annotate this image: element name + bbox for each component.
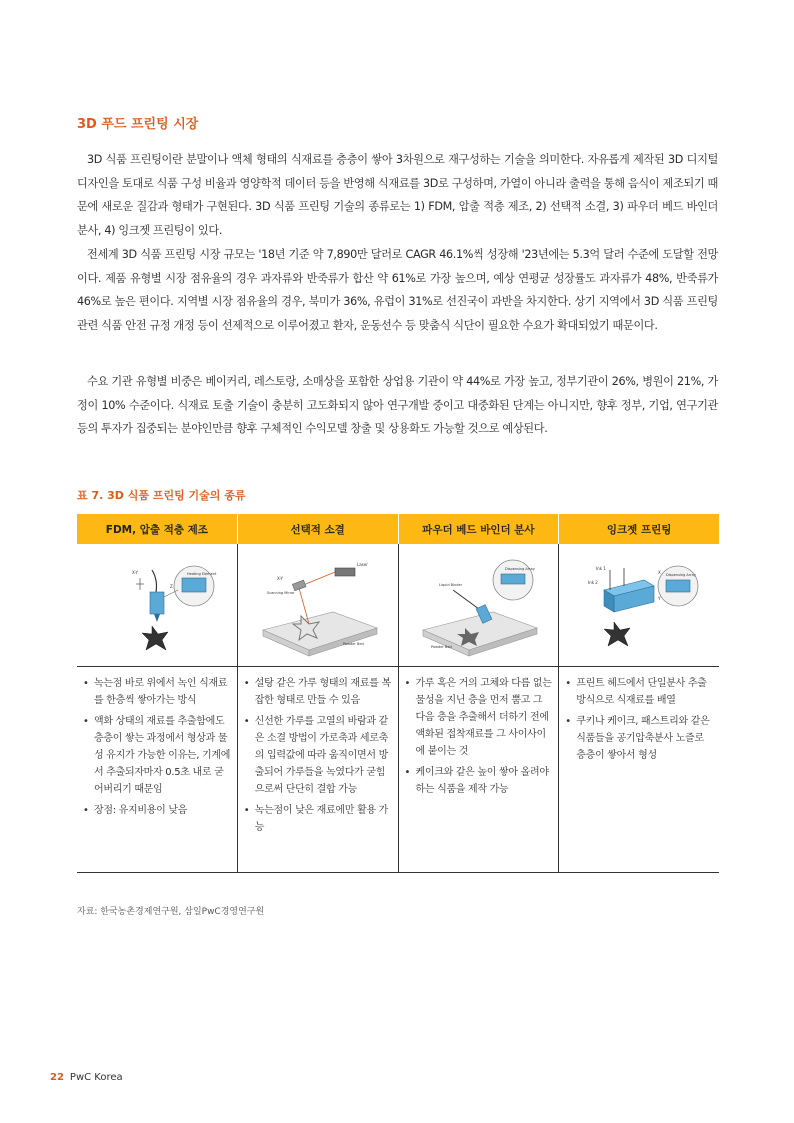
fdm-diagram-cell [77, 544, 237, 666]
inkjet-label-x: X [658, 570, 661, 575]
sls-bullet-1: • 설탕 같은 가루 형태의 재료를 복잡한 형태로 만들 수 있음 [244, 675, 394, 709]
fdm-bullet-3: • 장점: 유지비용이 낮음 [83, 802, 233, 819]
page-footer [50, 1072, 123, 1083]
binder-bullet-1: • 가루 혹은 거의 고체와 다름 없는 물성을 지닌 층을 먼저 뿜고 그 다음 층을 추출해서 더하기 전에 액화된 접착재료를 그 사이사이에 붙이는 것 [405, 675, 555, 760]
paragraph-1: 3D 식품 프린팅이란 분말이나 액체 형태의 식재료를 층층이 쌓아 3차원으로 재구성하는 기술을 의미한다. 자유롭게 제작된 3D 디지털 디자인을 토대로 식품 구성 비율과 영양학적 데이터 등을 반영해 식재료를 3D로 구성하며, 가열이 아니라 출력을 통해 음식이 제조되기 때문에 새로운 질감과 형태가 구현된다. 3D 식품 프린팅 기술의 종류로는 1) FDM, 압출 적층 제조, 2) 선택적 소결, 3) 파우더 베드 바인더 분사, 4) 잉크젯 프린팅이 있다. [77, 153, 718, 237]
header-inkjet: 잉크젯 프린팅 [558, 514, 719, 544]
inkjet-label-y: Y [658, 596, 661, 601]
header-binder-jet: 파우더 베드 바인더 분사 [398, 514, 559, 544]
inkjet-label-ink1: Ink 1 [596, 566, 606, 571]
sls-description-cell [237, 667, 398, 872]
sls-label-laser: Laser [356, 562, 368, 567]
inkjet-bullet-2: • 쿠키나 케이크, 패스트리와 같은 식품들을 공기압축분사 노즐로 층층이 쌓아서 형성 [565, 713, 715, 764]
page-number: 22 [50, 1072, 64, 1083]
sls-bullet-3: • 녹는점이 낮은 재료에만 활용 가능 [244, 802, 394, 836]
header-fdm: FDM, 압출 적층 제조 [105, 523, 208, 536]
fdm-label-z: Z [169, 584, 173, 589]
printing-tech-table [77, 514, 719, 873]
binder-jet-diagram [413, 550, 543, 660]
fdm-label-xy: X-Y [131, 570, 138, 575]
inkjet-label-array: Dispensing Array [666, 573, 696, 577]
table-body-row [77, 667, 719, 873]
table-title: 표 7. 3D 식품 프린팅 기술의 종류 [77, 489, 246, 502]
binder-diagram-cell [398, 544, 559, 666]
sls-label-xy: X-Y [276, 576, 283, 581]
inkjet-diagram-cell [558, 544, 719, 666]
fdm-description-cell [77, 667, 237, 872]
inkjet-description-cell [558, 667, 719, 872]
binder-label-liquid: Liquid Binder [439, 583, 463, 587]
sls-bullet-2: • 신선한 가루를 고열의 바람과 같은 소결 방법이 가로축과 세로축의 입력값에 따라 움직이면서 방출되어 가루들을 녹였다가 굳힘으로써 단단히 결합 가능 [244, 713, 394, 798]
binder-label-array: Dispensing Array [505, 567, 536, 571]
sls-diagram [253, 550, 383, 660]
sls-label-mirror: Scanning Mirror [266, 591, 295, 595]
fdm-diagram [92, 550, 222, 660]
footer-brand: PwC Korea [69, 1072, 123, 1083]
paragraph-2: 전세계 3D 식품 프린팅 시장 규모는 '18년 기준 약 7,890만 달러로 CAGR 46.1%씩 성장해 '23년에는 5.3억 달러 수준에 도달할 전망이다. 제품 유형별 시장 점유율의 경우 과자류와 반죽류가 합산 약 61%로 가장 높으며, 예상 연평균 성장률도 과자류가 48%, 반죽류가 46%로 높은 편이다. 지역별 시장 점유율의 경우, 북미가 36%, 유럽이 31%로 선진국이 과반을 차지한다. 상기 지역에서 3D 식품 프린팅 관련 식품 안전 규정 개정 등이 선제적으로 이루어졌고 환자, 운동선수 등 맞춤식 식단이 필요한 수요가 확대되었기 때문이다. [77, 248, 718, 332]
header-sls: 선택적 소결 [237, 514, 398, 544]
inkjet-label-ink2: Ink 2 [588, 580, 598, 585]
inkjet-diagram [574, 550, 704, 660]
table-image-row [77, 544, 719, 667]
inkjet-bullet-1: • 프린트 헤드에서 단일분사 추출방식으로 식재료를 배열 [565, 675, 715, 709]
sls-diagram-cell [237, 544, 398, 666]
binder-bullet-2: • 케이크와 같은 높이 쌓아 올려야하는 식품을 제작 가능 [405, 764, 555, 798]
fdm-label-heating: Heating Element [186, 572, 217, 576]
section-title: 3D 푸드 프린팅 시장 [77, 117, 199, 132]
source-note: 자료: 한국농촌경제연구원, 삼일PwC경영연구원 [77, 907, 265, 917]
binder-label-powder: Powder Bed [431, 645, 453, 649]
fdm-bullet-2: • 액화 상태의 재료를 추출함에도 층층이 쌓는 과정에서 형상과 물성 유지가 가능한 이유는, 기계에서 추출되자마자 0.5초 내로 굳어버리기 때문임 [83, 713, 233, 798]
fdm-bullet-1: • 녹는점 바로 위에서 녹인 식재료를 한층씩 쌓아가는 방식 [83, 675, 233, 709]
paragraph-3: 수요 기관 유형별 비중은 베이커리, 레스토랑, 소매상을 포함한 상업용 기관이 약 44%로 가장 높고, 정부기관이 26%, 병원이 21%, 가정이 10% 수준이다. 식재료 토출 기술이 충분히 고도화되지 않아 연구개발 중이고 대중화된 단계는 아니지만, 향후 정부, 기업, 연구기관 등의 투자가 집중되는 분야인만큼 향후 구체적인 수익모델 창출 및 상용화도 가능할 것으로 예상된다. [77, 375, 718, 435]
binder-description-cell [398, 667, 559, 872]
table-header-row [77, 514, 719, 544]
sls-label-powder: Powder Bed [342, 642, 364, 646]
